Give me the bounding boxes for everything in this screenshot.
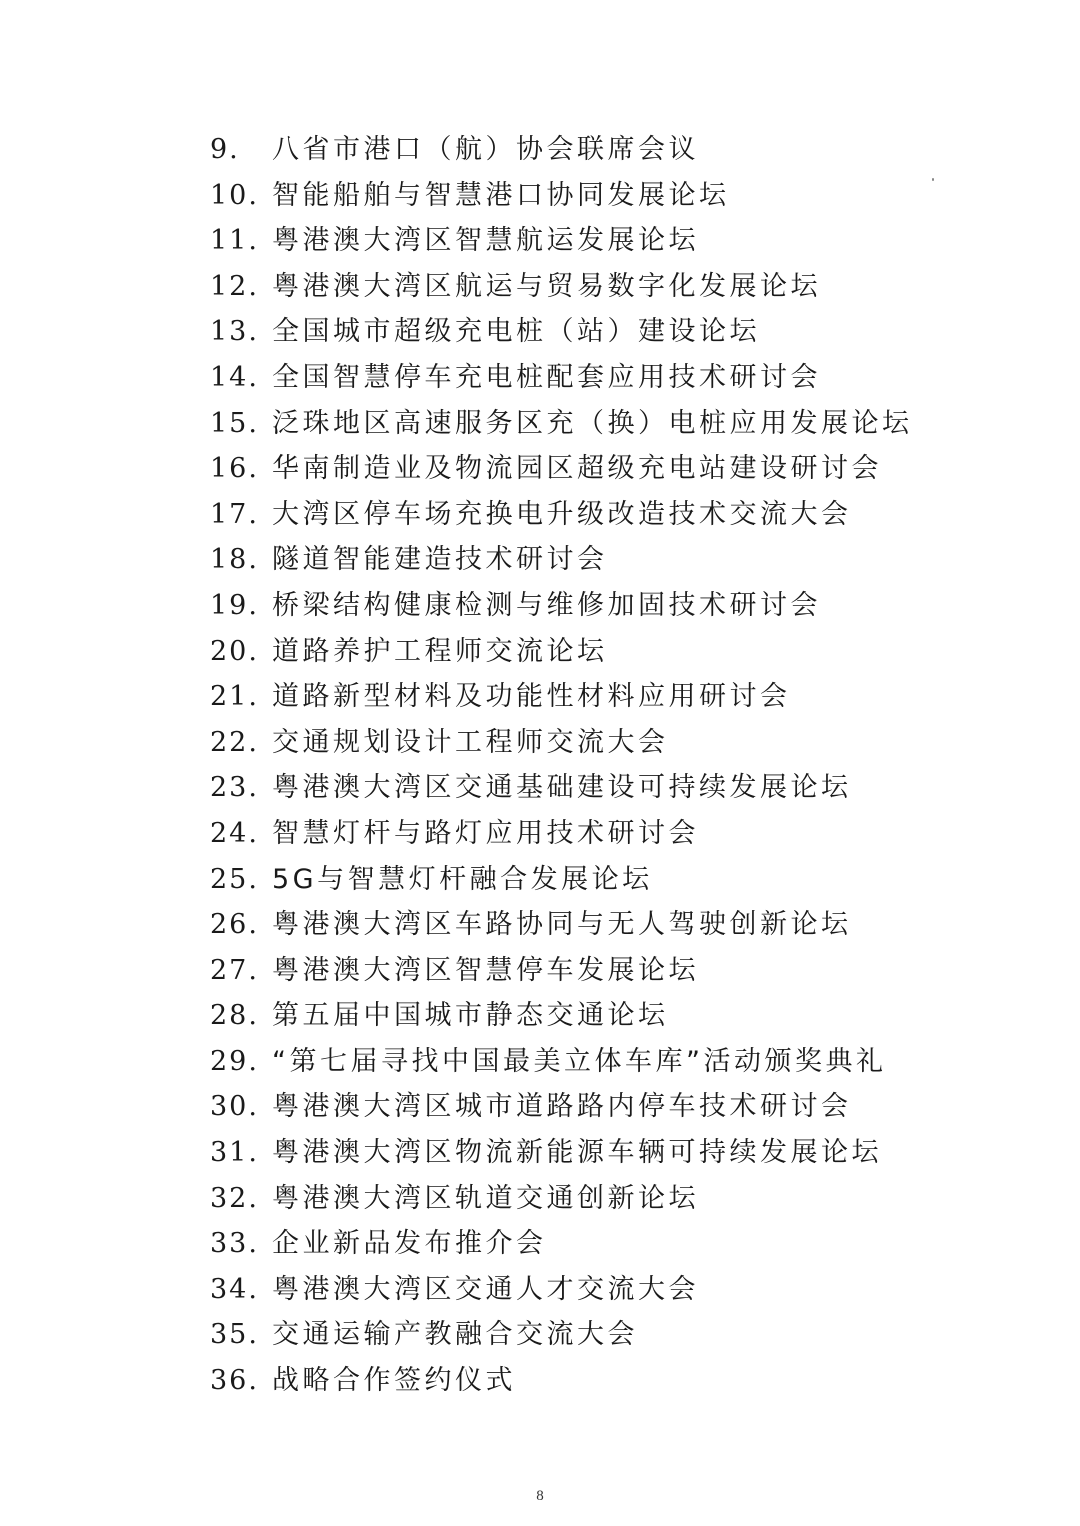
- list-item: [210, 1312, 913, 1358]
- item-number: 22.: [210, 726, 259, 758]
- item-text: 桥梁结构健康检测与维修加固技术研讨会: [272, 589, 821, 621]
- item-number: 31.: [210, 1137, 259, 1169]
- item-text: 八省市港口（航）协会联席会议: [272, 134, 699, 165]
- list-item: [210, 1039, 913, 1085]
- list-item: [210, 674, 913, 720]
- list-item: [210, 173, 913, 219]
- item-text: 泛珠地区高速服务区充（换）电桩应用发展论坛: [272, 407, 913, 439]
- item-text: 粤港澳大湾区智慧航运发展论坛: [272, 225, 699, 257]
- list-item: [210, 811, 913, 857]
- item-text: 智慧灯杆与路灯应用技术研讨会: [272, 817, 699, 849]
- item-number: 14.: [210, 361, 259, 393]
- list-item: [210, 264, 913, 310]
- item-text: 战略合作签约仪式: [272, 1365, 516, 1397]
- item-text: 粤港澳大湾区交通基础建设可持续发展论坛: [272, 772, 852, 804]
- list-item: [210, 765, 913, 811]
- item-text: 粤港澳大湾区物流新能源车辆可持续发展论坛: [272, 1137, 882, 1169]
- list-item: [210, 355, 913, 401]
- list-item: [210, 902, 913, 948]
- item-number: 27.: [210, 954, 259, 986]
- item-text: 粤港澳大湾区城市道路路内停车技术研讨会: [272, 1091, 852, 1123]
- item-text: 第五届中国城市静态交通论坛: [272, 1000, 669, 1032]
- list-item: [210, 537, 913, 583]
- item-text: 隧道智能建造技术研讨会: [272, 544, 608, 576]
- item-number: 25.: [210, 863, 259, 895]
- item-number: 30.: [210, 1091, 259, 1123]
- list-item: [210, 401, 913, 447]
- item-text: 5G与智慧灯杆融合发展论坛: [272, 863, 653, 895]
- item-number: 13.: [210, 316, 259, 348]
- item-text: 道路养护工程师交流论坛: [272, 635, 608, 667]
- list-item: [210, 218, 913, 264]
- item-number: 32.: [210, 1182, 259, 1214]
- item-text: 道路新型材料及功能性材料应用研讨会: [272, 681, 791, 713]
- item-number: 15.: [210, 407, 259, 439]
- list-item: [210, 857, 913, 903]
- page-number: 8: [536, 1488, 544, 1504]
- item-number: 24.: [210, 817, 259, 849]
- item-text: 粤港澳大湾区轨道交通创新论坛: [272, 1182, 699, 1214]
- item-number: 11.: [210, 225, 259, 257]
- list-item: [210, 446, 913, 492]
- list-item: [210, 127, 913, 173]
- item-text: 交通运输产教融合交流大会: [272, 1319, 638, 1351]
- item-number: 33.: [210, 1228, 259, 1260]
- item-text: 全国智慧停车充电桩配套应用技术研讨会: [272, 361, 821, 393]
- list-item: [210, 1267, 913, 1313]
- list-item: [210, 993, 913, 1039]
- item-text: 粤港澳大湾区智慧停车发展论坛: [272, 954, 699, 986]
- list-item: [210, 948, 913, 994]
- list-item: [210, 492, 913, 538]
- item-text: 大湾区停车场充换电升级改造技术交流大会: [272, 498, 852, 530]
- item-text: 企业新品发布推介会: [272, 1228, 547, 1260]
- item-number: 17.: [210, 498, 259, 530]
- item-text: 粤港澳大湾区车路协同与无人驾驶创新论坛: [272, 909, 852, 941]
- item-text: 华南制造业及物流园区超级充电站建设研讨会: [272, 453, 882, 485]
- list-item: [210, 1176, 913, 1222]
- item-number: 23.: [210, 772, 259, 804]
- item-number: 9.: [210, 134, 240, 165]
- item-text: 粤港澳大湾区航运与贸易数字化发展论坛: [272, 270, 821, 302]
- item-number: 12.: [210, 270, 259, 302]
- item-number: 35.: [210, 1319, 259, 1351]
- list-item: [210, 309, 913, 355]
- list-item: [210, 1130, 913, 1176]
- event-list: [210, 127, 913, 1404]
- list-item: [210, 1358, 913, 1404]
- list-item: [210, 629, 913, 675]
- item-number: 18.: [210, 544, 259, 576]
- scan-speck: [932, 178, 934, 181]
- item-number: 26.: [210, 909, 259, 941]
- item-number: 10.: [210, 179, 259, 211]
- item-number: 21.: [210, 681, 259, 713]
- item-number: 28.: [210, 1000, 259, 1032]
- item-number: 29.: [210, 1045, 259, 1077]
- item-text: 全国城市超级充电桩（站）建设论坛: [272, 316, 760, 348]
- item-number: 34.: [210, 1273, 259, 1305]
- list-item: [210, 583, 913, 629]
- item-text: 智能船舶与智慧港口协同发展论坛: [272, 179, 730, 211]
- item-number: 20.: [210, 635, 259, 667]
- item-text: 粤港澳大湾区交通人才交流大会: [272, 1273, 699, 1305]
- item-number: 19.: [210, 589, 259, 621]
- item-number: 16.: [210, 453, 259, 485]
- item-text: “第七届寻找中国最美立体车库”活动颁奖典礼: [272, 1045, 887, 1077]
- list-item: [210, 720, 913, 766]
- item-text: 交通规划设计工程师交流大会: [272, 726, 669, 758]
- item-number: 36.: [210, 1365, 259, 1397]
- list-item: [210, 1221, 913, 1267]
- list-item: [210, 1084, 913, 1130]
